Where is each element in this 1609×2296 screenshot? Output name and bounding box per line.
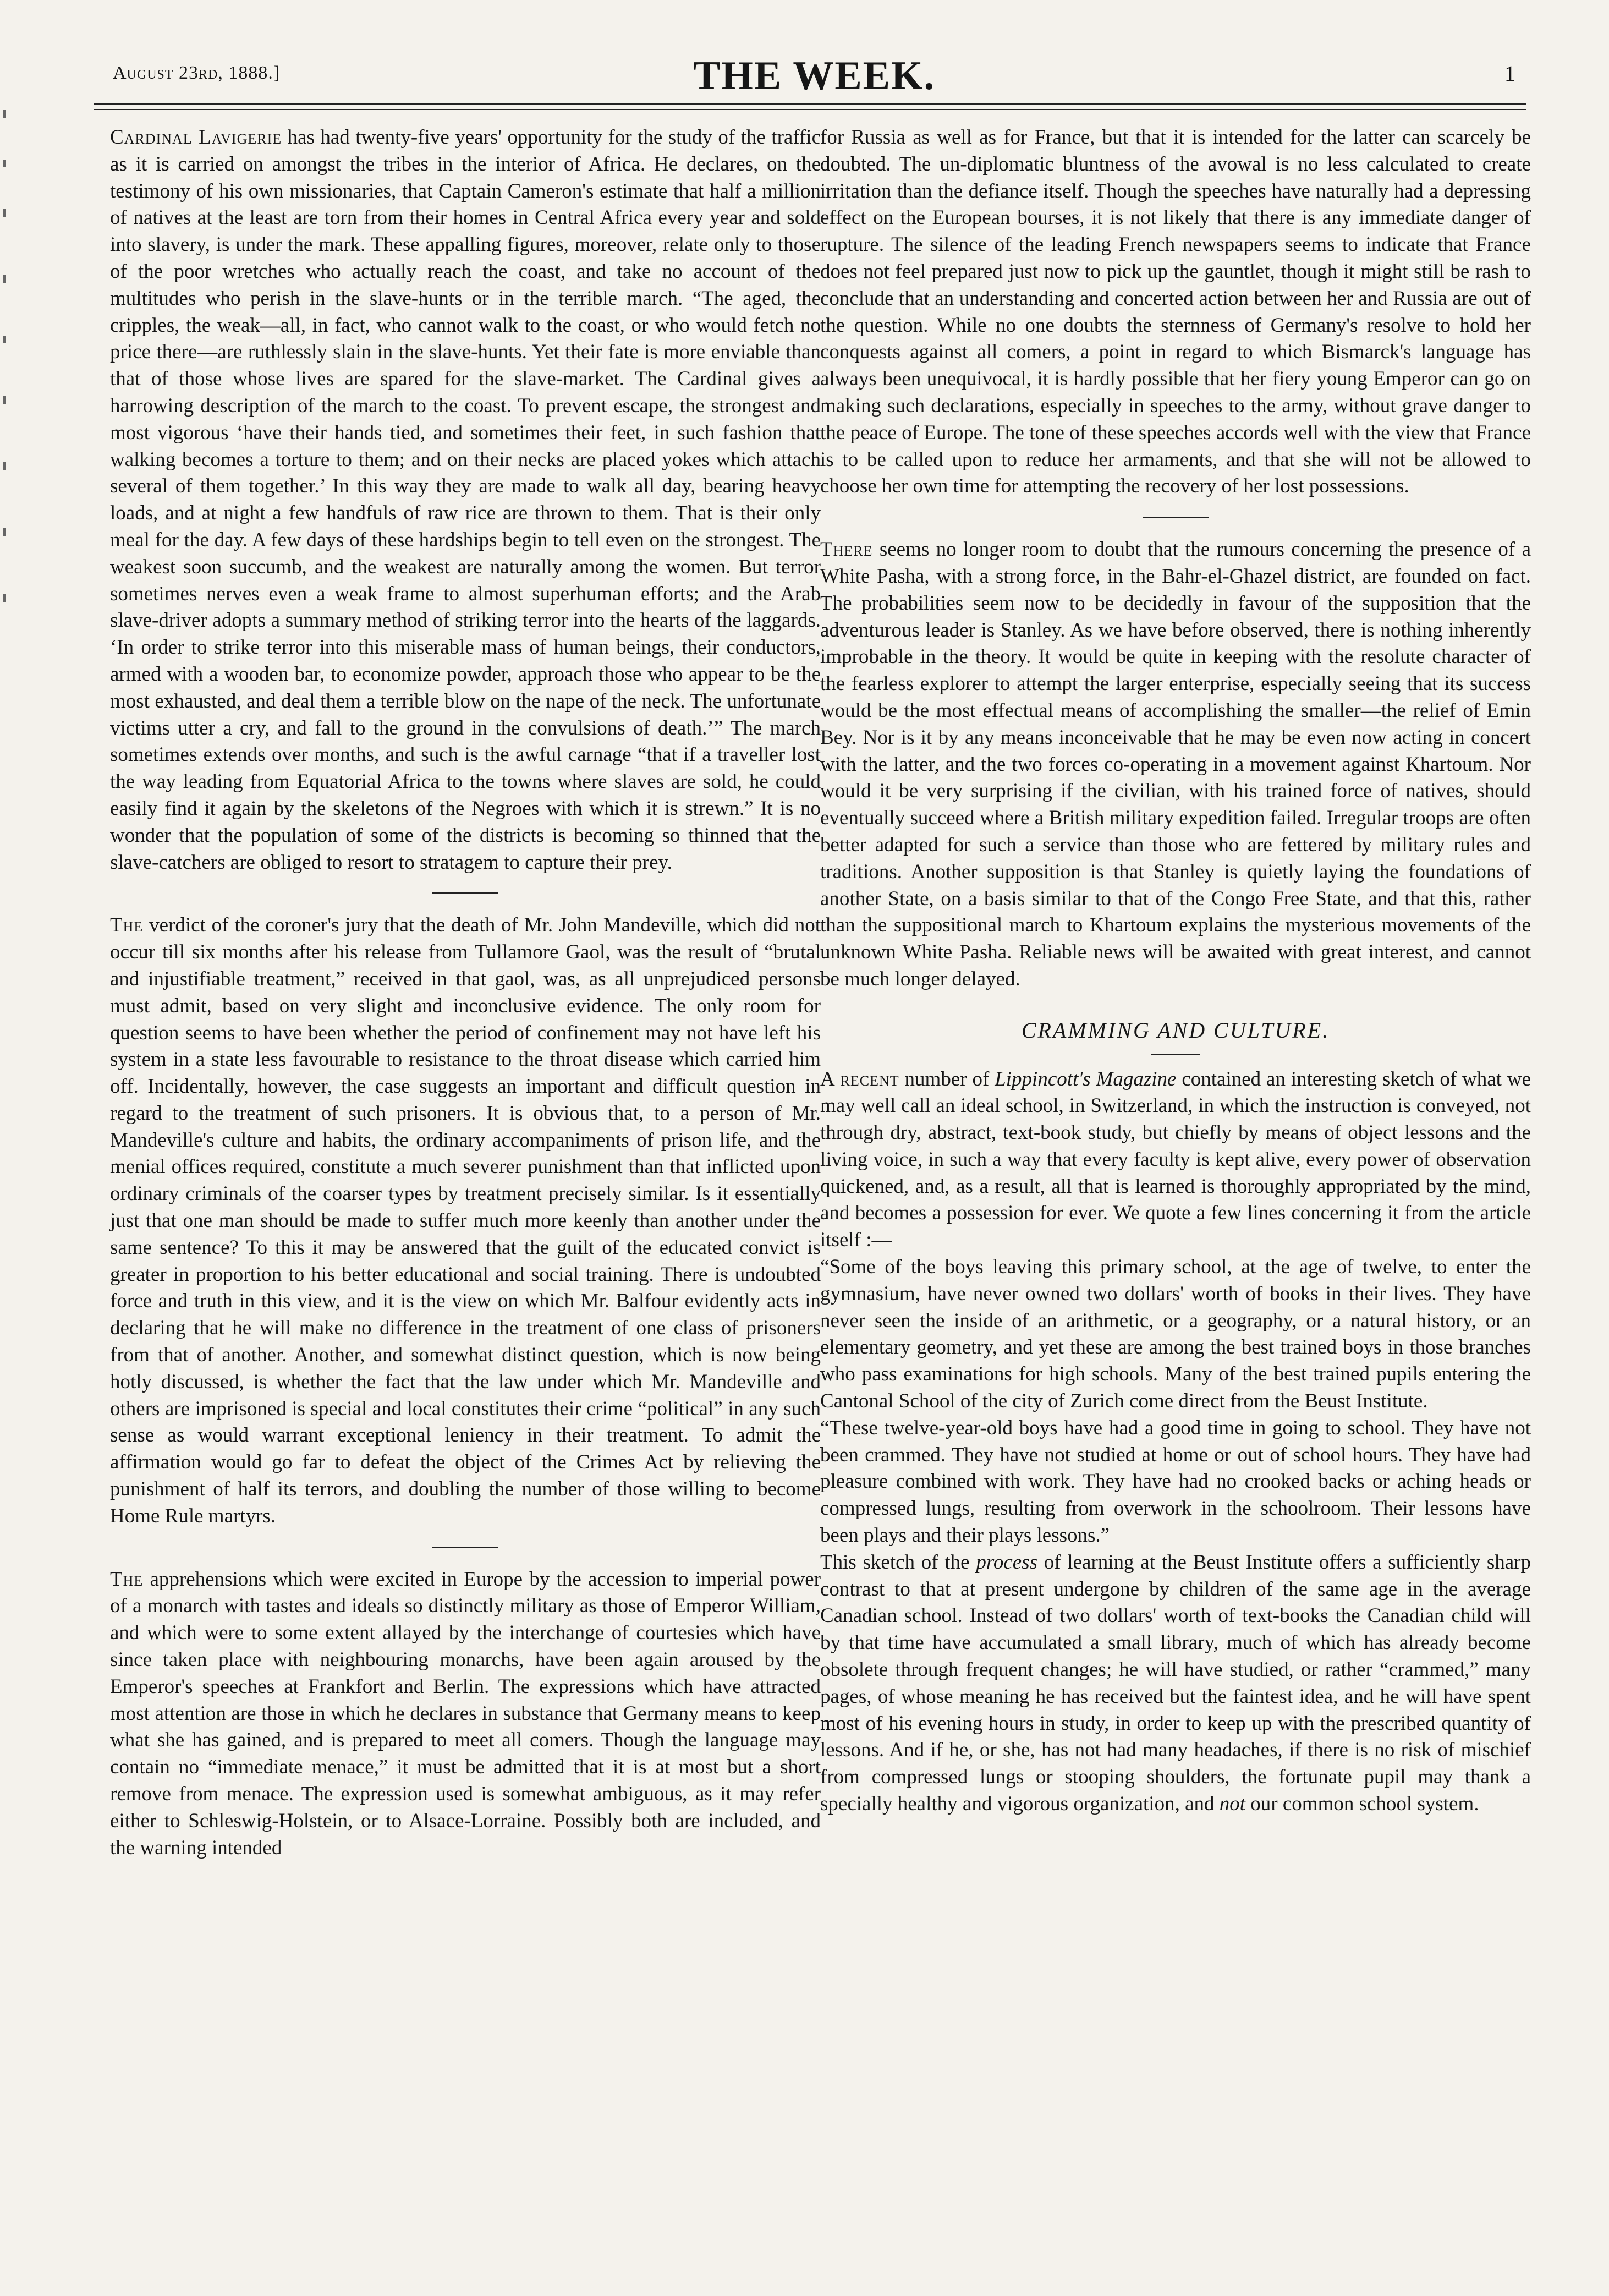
paragraph-text: verdict of the coroner's jury that the death of Mr. John Mandeville, which did not occur till six months after his release from Tullamore Gaol, was the result of “brutal and injustifiable treatment,” received in that gaol, was, as all unprejudiced persons must admit, based on very slight and inconclusive evidence. The only room for question seems to have been whether the period of confinement may not have left his system in a state less favourable to resistance to the throat disease which carried him off. Incidentally, however, the case suggests an important and difficult question in regard to the treatment of such prisoners. It is obvious that, to a person of Mr. Mandeville's culture and habits, the ordinary accompaniments of prison life, and the menial offices required, constitute a much severer punishment than that inflicted upon ordinary criminals of the coarser types by treatment precisely similar. Is it essentially just that one man should be made to suffer much more keenly than another under the same sentence? To this it may be answered that the guilt of the educated convict is greater in proportion to his better educational and social training. There is undoubted force and truth in this view, and it is the view on which Mr. Balfour evidently acts in declaring that he will make no difference in the treatment of one class of prisoners from that of another. Another, and somewhat distinct question, which is now being hotly discussed, is whether the fact that the law under which Mr. Mandeville and others are imprisoned is special and local constitutes their crime “political” in any such sense as would warrant exceptional leniency in their treatment. To admit the affirmation would go far to defeat the object of the Crimes Act by relieving the punishment of half its terrors, and doubling the number of those willing to become Home Rule martyrs.: [110, 914, 821, 1527]
lead-words: The: [110, 914, 144, 937]
paragraph-text: our common school system.: [1245, 1793, 1479, 1816]
lead-words: Cardinal Lavigerie: [110, 126, 282, 149]
paragraph-white-pasha: [820, 536, 1531, 993]
publication-title: THE WEEK.: [693, 53, 936, 98]
margin-print-marks: [0, 99, 11, 759]
paragraph-text: number of: [899, 1067, 995, 1091]
page-number: 1: [1504, 61, 1515, 86]
magazine-name: Lippincott's Magazine: [995, 1067, 1177, 1091]
article-title: CRAMMING AND CULTURE.: [1021, 1017, 1330, 1043]
right-column: [820, 124, 1531, 1818]
lead-words: There: [820, 538, 873, 561]
paragraph-lippincott: [820, 1066, 1531, 1254]
left-column: [110, 124, 821, 1861]
lead-words: A recent: [820, 1067, 899, 1091]
quotation-paragraph: “Some of the boys leaving this primary school, at the age of twelve, to enter the gymnasium, have never owned two dollars' worth of books in their lives. They have never seen the inside of an arithmetic, or a geography, or a natural history, or an elementary geometry, and yet these are among the best trained boys in those branches who pass examinations for high schools. Many of the best trained pupils entering the Cantonal School of the city of Zurich come direct from the Beust Institute.: [820, 1256, 1531, 1413]
paragraph-mandeville: [110, 912, 821, 1530]
italic-word: process: [976, 1550, 1037, 1574]
masthead: [113, 53, 1515, 102]
quotation-paragraph: “These twelve-year-old boys have had a good time in going to school. They have not been crammed. They have not studied at home or out of school hours. They have had pleasure combined with work. They have had no crooked backs or aching heads or compressed lungs, resulting from overwork in the schoolroom. Their lessons have been plays and their plays lessons.”: [820, 1416, 1531, 1547]
section-separator: [432, 1547, 498, 1548]
paragraph-text: contained an interesting sketch of what we may well call an ideal school, in Switzerland, in which the instruction is conveyed, not through dry, abstract, text-book study, but chiefly by means of object lessons and the living voice, in such a way that every faculty is kept alive, every power of observation quickened, and, as a result, all that is learned is thoroughly appropriated by the mind, and becomes a possession for ever. We quote a few lines concerning it from the article itself :—: [820, 1067, 1531, 1252]
section-separator: [1143, 517, 1209, 518]
paragraph-text: has had twenty-five years' opportunity for the study of the traffic as it is carried on amongst the tribes in the interior of Africa. He declares, on the testimony of his own missionaries, that Captain Cameron's estimate that half a million of natives at the least are torn from their homes in Central Africa every year and sold into slavery, is under the mark. These appalling figures, moreover, relate only to those of the poor wretches who actually reach the coast, and take no account of the multitudes who perish in the slave-hunts or in the terrible march. “The aged, the cripples, the weak—all, in fact, who cannot walk to the coast, or who would fetch no price there—are ruthlessly slain in the slave-hunts. Yet their fate is more enviable than that of those whose lives are spared for the slave-market. The Cardinal gives a harrowing description of the march to the coast. To prevent escape, the strongest and most vigorous ‘have their hands tied, and sometimes their feet, in such fashion that walking becomes a torture to them; and on their necks are placed yokes which attach several of them together.’ In this way they are made to walk all day, bearing heavy loads, and at night a few handfuls of raw rice are thrown to them. That is their only meal for the day. A few days of these hardships begin to tell even on the strongest. The weakest soon succumb, and the weakest are naturally among the women. But terror sometimes nerves even a weak frame to almost superhuman efforts; and the Arab slave-driver adopts a summary method of striking terror into the hearts of the laggards. ‘In order to strike terror into this miserable mass of human beings, their conductors, armed with a wooden bar, to economize powder, approach those who appear to be the most exhausted, and deal them a terrible blow on the nape of the neck. The unfortunate victims utter a cry, and fall to the ground in the convulsions of death.’” The march sometimes extends over months, and such is the awful carnage “that if a traveller lost the way leading from Equatorial Africa to the towns where slaves are sold, he could easily find it again by the skeletons of the Negroes with which it is strewn.” It is no wonder that the population of some of the districts is becoming so thinned that the slave-catchers are obliged to resort to stratagem to capture their prey.: [110, 126, 821, 874]
paragraph-text: This sketch of the: [820, 1550, 976, 1574]
paragraph-emperor-continued: for Russia as well as for France, but that it is intended for the latter can scarcely be doubted. The un-diplomatic bluntness of the avowal is no less calculated to create irritation than the defiance itself. Though the speeches have naturally had a depressing effect on the European bourses, it is not likely that there is any immediate danger of rupture. The silence of the leading French newspapers seems to indicate that France does not feel prepared just now to pick up the gauntlet, though it might still be rash to conclude that an understanding and concerted action between her and Russia are out of the question. While no one doubts the sternness of Germany's resolve to hold her conquests against all comers, a point in regard to which Bismarck's language has always been unequivocal, it is hardly possible that her fiery young Emperor can go on making such declarations, especially in speeches to the army, without grave danger to the peace of Europe. The tone of these speeches accords well with the view that France is to be called upon to reduce her armaments, and that she will not be allowed to choose her own time for attempting the recovery of her lost possessions.: [820, 126, 1531, 498]
paragraph-emperor: [110, 1566, 821, 1862]
lead-words: The: [110, 1568, 144, 1591]
title-rule: [1151, 1054, 1200, 1055]
paragraph-text: seems no longer room to doubt that the rumours concerning the presence of a White Pasha, with a strong force, in the Bahr-el-Ghazel district, are founded on fact. The probabilities seem now to be decidedly in favour of the supposition that the adventurous leader is Stanley. As we have before observed, there is nothing inherently improbable in the theory. It would be quite in keeping with the resolute character of the fearless explorer to attempt the larger enterprise, especially seeing that its success would be the most effectual means of accomplishing the smaller—the relief of Emin Bey. Nor is it by any means inconceivable that he may be even now acting in concert with the latter, and the two forces co-operating in a movement against Khartoum. Nor would it be very surprising if the civilian, with his trained force of natives, should eventually succeed where a British military expedition failed. Irregular troops are often better adapted for such a service than those who are fettered by military rules and traditions. Another supposition is that Stanley is quietly laying the foundations of another State, on a basis similar to that of the Congo Free State, and that this, rather than the suppositional march to Khartoum explains the mysterious movements of the unknown White Pasha. Reliable news will be awaited with great interest, and cannot be much longer delayed.: [820, 538, 1531, 990]
italic-word: not: [1219, 1793, 1246, 1816]
issue-date: August 23rd, 1888.]: [113, 63, 281, 83]
paragraph-text: apprehensions which were excited in Europe by the accession to imperial power of a monarch with tastes and ideals so distinctly military as those of Emperor William, and which were to some extent allayed by the interchange of courtesies which have since taken place with neighbouring monarchs, have been again aroused by the Emperor's speeches at Frankfort and Berlin. The expressions which have attracted most attention are those in which he declares in substance that Germany means to keep what she has gained, and is prepared to meet all comers. Though the language may contain no “immediate menace,” it must be admitted that it is at most but a short remove from menace. The expression used is somewhat ambiguous, as it may refer either to Schleswig-Holstein, or to Alsace-Lorraine. Possibly both are included, and the warning intended: [110, 1568, 821, 1859]
paragraph-lavigerie: [110, 124, 821, 876]
header-rule: [94, 103, 1526, 110]
paragraph-text: of learning at the Beust Institute offers a sufficiently sharp contrast to that at present undergone by children of the same age in the average Canadian school. Instead of two dollars' worth of text-books the Canadian child will by that time have accumulated a small library, much of which has already become obsolete through frequent changes; he will have studied, or rather “crammed,” many pages, of whose meaning he has received but the faintest idea, and he will have spent most of his evening hours in study, in order to keep up with the prescribed quantity of lessons. And if he, or she, has not had many headaches, if there is no risk of mischief from compressed lungs or stooping shoulders, the fortunate pupil may thank a specially healthy and vigorous organization, and: [820, 1550, 1531, 1816]
paragraph-contrast: [820, 1549, 1531, 1818]
section-separator: [432, 892, 498, 894]
